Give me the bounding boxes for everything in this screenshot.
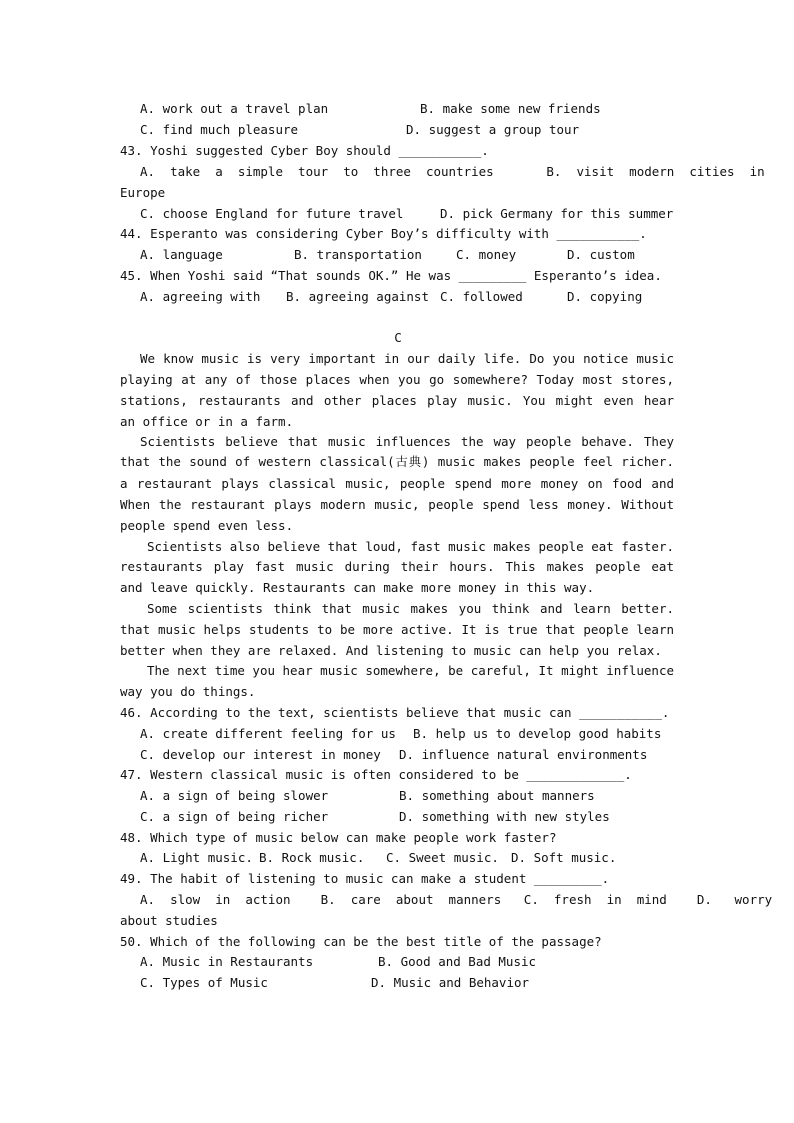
question-43-option-ab: A. take a simple tour to three countries B. visit modern cities in [140,164,765,179]
passage-line: stations, restaurants and other places play music. You might even hear [120,393,674,408]
option-a: A. a sign of being slower [140,788,329,803]
option-b: B. Good and Bad Music [378,954,537,969]
option-b: B. agreeing against [286,289,429,304]
option-c: C. find much pleasure [140,122,299,137]
options-row [120,786,676,807]
passage-line: an office or in a farm. [120,414,294,429]
options-row [120,973,676,994]
option-a: A. Music in Restaurants [140,954,314,969]
question-43-stem: 43. Yoshi suggested Cyber Boy should ___________. [120,143,489,158]
option-d: D. pick Germany for this summer [440,206,674,221]
question-44-stem: 44. Esperanto was considering Cyber Boy’s difficulty with ___________. [120,226,647,241]
option-a: A. create different feeling for us [140,726,396,741]
passage-line: that the sound of western classical(古典) music makes people feel richer. [120,454,674,469]
section-heading: C [394,330,402,345]
passage-line: a restaurant plays classical music, people spend more money on food and [120,476,674,491]
question-48-stem: 48. Which type of music below can make people work faster? [120,830,557,845]
option-d: D. influence natural environments [399,747,648,762]
option-b: B. something about manners [399,788,595,803]
option-c: C. choose England for future travel [140,206,404,221]
option-c: C. develop our interest in money [140,747,381,762]
option-d: D. suggest a group tour [406,122,580,137]
passage-line: playing at any of those places when you go somewhere? Today most stores, [120,372,674,387]
options-row [120,287,676,308]
passage-line: restaurants play fast music during their hours. This makes people eat [120,559,674,574]
option-d: D. Music and Behavior [371,975,530,990]
option-c: C. money [456,247,517,262]
options-row [120,848,676,869]
options-row [120,99,676,120]
option-c: C. a sign of being richer [140,809,329,824]
options-row [120,724,676,745]
options-row [120,952,676,973]
options-row [120,245,676,266]
passage-line: Some scientists think that music makes you think and learn better. [147,601,674,616]
passage-line: people spend even less. [120,518,294,533]
question-45-stem: 45. When Yoshi said “That sounds OK.” He was _________ Esperanto’s idea. [120,268,662,283]
options-row [120,807,676,828]
question-43-option-b-continued: Europe [120,185,166,200]
option-a: A. agreeing with [140,289,261,304]
passage-line: better when they are relaxed. And listening to music can help you relax. [120,643,662,658]
passage-line: Scientists believe that music influences the way people behave. They [140,434,674,449]
options-row [120,745,676,766]
option-d: D. custom [567,247,635,262]
option-d: D. something with new styles [399,809,610,824]
option-a: A. work out a travel plan [140,101,329,116]
option-a: A. language [140,247,223,262]
passage-line: way you do things. [120,684,256,699]
option-b: B. transportation [294,247,422,262]
question-49-option-d-continued: about studies [120,913,218,928]
option-d: D. copying [567,289,643,304]
question-49-options: A. slow in action B. care about manners C. fresh in mind D. worry [140,892,773,907]
passage-line: The next time you hear music somewhere, be careful, It might influence [147,663,674,678]
question-46-stem: 46. According to the text, scientists believe that music can ___________. [120,705,670,720]
option-b: B. Rock music. [259,850,365,865]
option-c: C. followed [440,289,523,304]
option-c: C. Types of Music [140,975,268,990]
passage-line: that music helps students to be more active. It is true that people learn [120,622,674,637]
option-a: A. Light music. [140,850,253,865]
option-b: B. help us to develop good habits [413,726,662,741]
passage-line: and leave quickly. Restaurants can make more money in this way. [120,580,595,595]
passage-line: When the restaurant plays modern music, people spend less money. Without [120,497,674,512]
passage-line: We know music is very important in our daily life. Do you notice music [140,351,674,366]
options-row [120,204,676,225]
option-c: C. Sweet music. [386,850,499,865]
question-47-stem: 47. Western classical music is often considered to be _____________. [120,767,632,782]
question-49-stem: 49. The habit of listening to music can make a student _________. [120,871,610,886]
question-50-stem: 50. Which of the following can be the best title of the passage? [120,934,602,949]
options-row [120,120,676,141]
passage-line: Scientists also believe that loud, fast music makes people eat faster. [147,539,674,554]
option-b: B. make some new friends [420,101,601,116]
option-d: D. Soft music. [511,850,617,865]
